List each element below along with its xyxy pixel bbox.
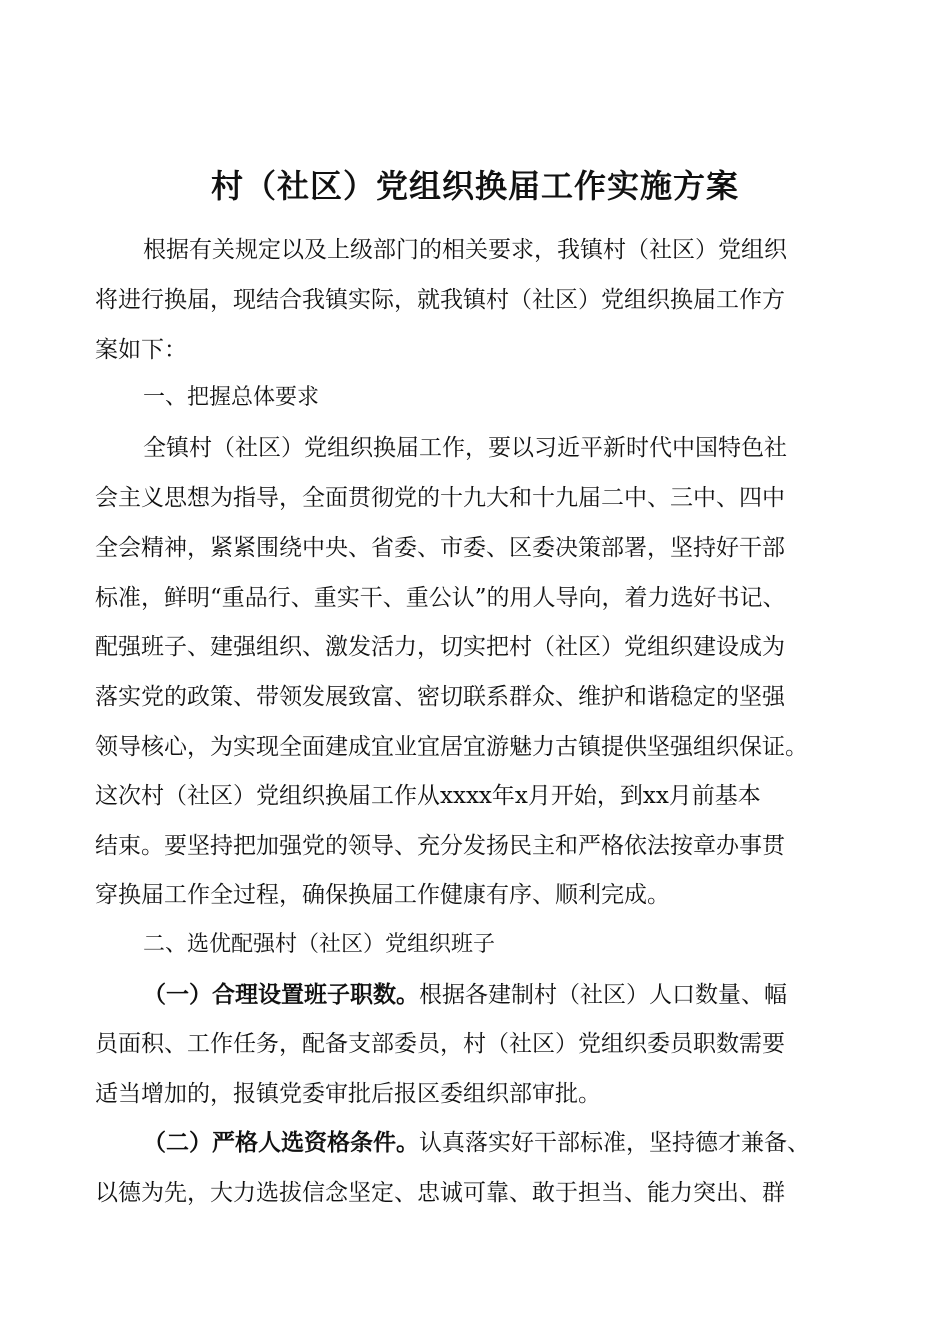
intro-line: 案如下： xyxy=(95,337,187,363)
section-heading: 二、选优配强村（社区）党组织班子 xyxy=(143,932,496,957)
body-line: 会主义思想为指导，全面贯彻党的十九大和十九届二中、三中、四中 xyxy=(95,485,785,511)
document-title: 村（社区）党组织换届工作实施方案 xyxy=(210,167,739,205)
body-line: 员面积、工作任务，配备支部委员，村（社区）党组织委员职数需要 xyxy=(95,1031,785,1057)
body-line: 落实党的政策、带领发展致富、密切联系群众、维护和谐稳定的坚强 xyxy=(95,684,785,710)
item-line xyxy=(143,975,787,1015)
body-line: 结束。要坚持把加强党的领导、充分发扬民主和严格依法按章办事贯 xyxy=(95,833,785,859)
item-line xyxy=(143,1123,810,1163)
body-line: 领导核心，为实现全面建成宜业宜居宜游魅力古镇提供坚强组织保证。 xyxy=(95,734,808,760)
body-line: 以德为先，大力选拔信念坚定、忠诚可靠、敢于担当、能力突出、群 xyxy=(95,1180,785,1206)
body-line: 全镇村（社区）党组织换届工作，要以习近平新时代中国特色社 xyxy=(143,435,787,461)
body-line: 适当增加的，报镇党委审批后报区委组织部审批。 xyxy=(95,1081,601,1107)
body-line: 穿换届工作全过程，确保换届工作健康有序、顺利完成。 xyxy=(95,882,670,908)
intro-line: 将进行换届，现结合我镇实际，就我镇村（社区）党组织换届工作方 xyxy=(95,287,785,313)
item-text: 根据各建制村（社区）人口数量、幅 xyxy=(419,982,787,1008)
section-heading: 一、把握总体要求 xyxy=(143,385,320,410)
body-line: 标准，鲜明“重品行、重实干、重公认”的用人导向，着力选好书记、 xyxy=(95,585,786,611)
item-lead: （一）合理设置班子职数。 xyxy=(143,982,419,1008)
item-lead: （二）严格人选资格条件。 xyxy=(143,1130,419,1156)
body-line: 全会精神，紧紧围绕中央、省委、市委、区委决策部署，坚持好干部 xyxy=(95,535,785,561)
body-line: 这次村（社区）党组织换届工作从xxxx年x月开始，到xx月前基本 xyxy=(95,783,761,809)
body-line: 配强班子、建强组织、激发活力，切实把村（社区）党组织建设成为 xyxy=(95,634,785,660)
intro-line: 根据有关规定以及上级部门的相关要求，我镇村（社区）党组织 xyxy=(143,237,787,263)
item-text: 认真落实好干部标准，坚持德才兼备、 xyxy=(419,1130,810,1156)
